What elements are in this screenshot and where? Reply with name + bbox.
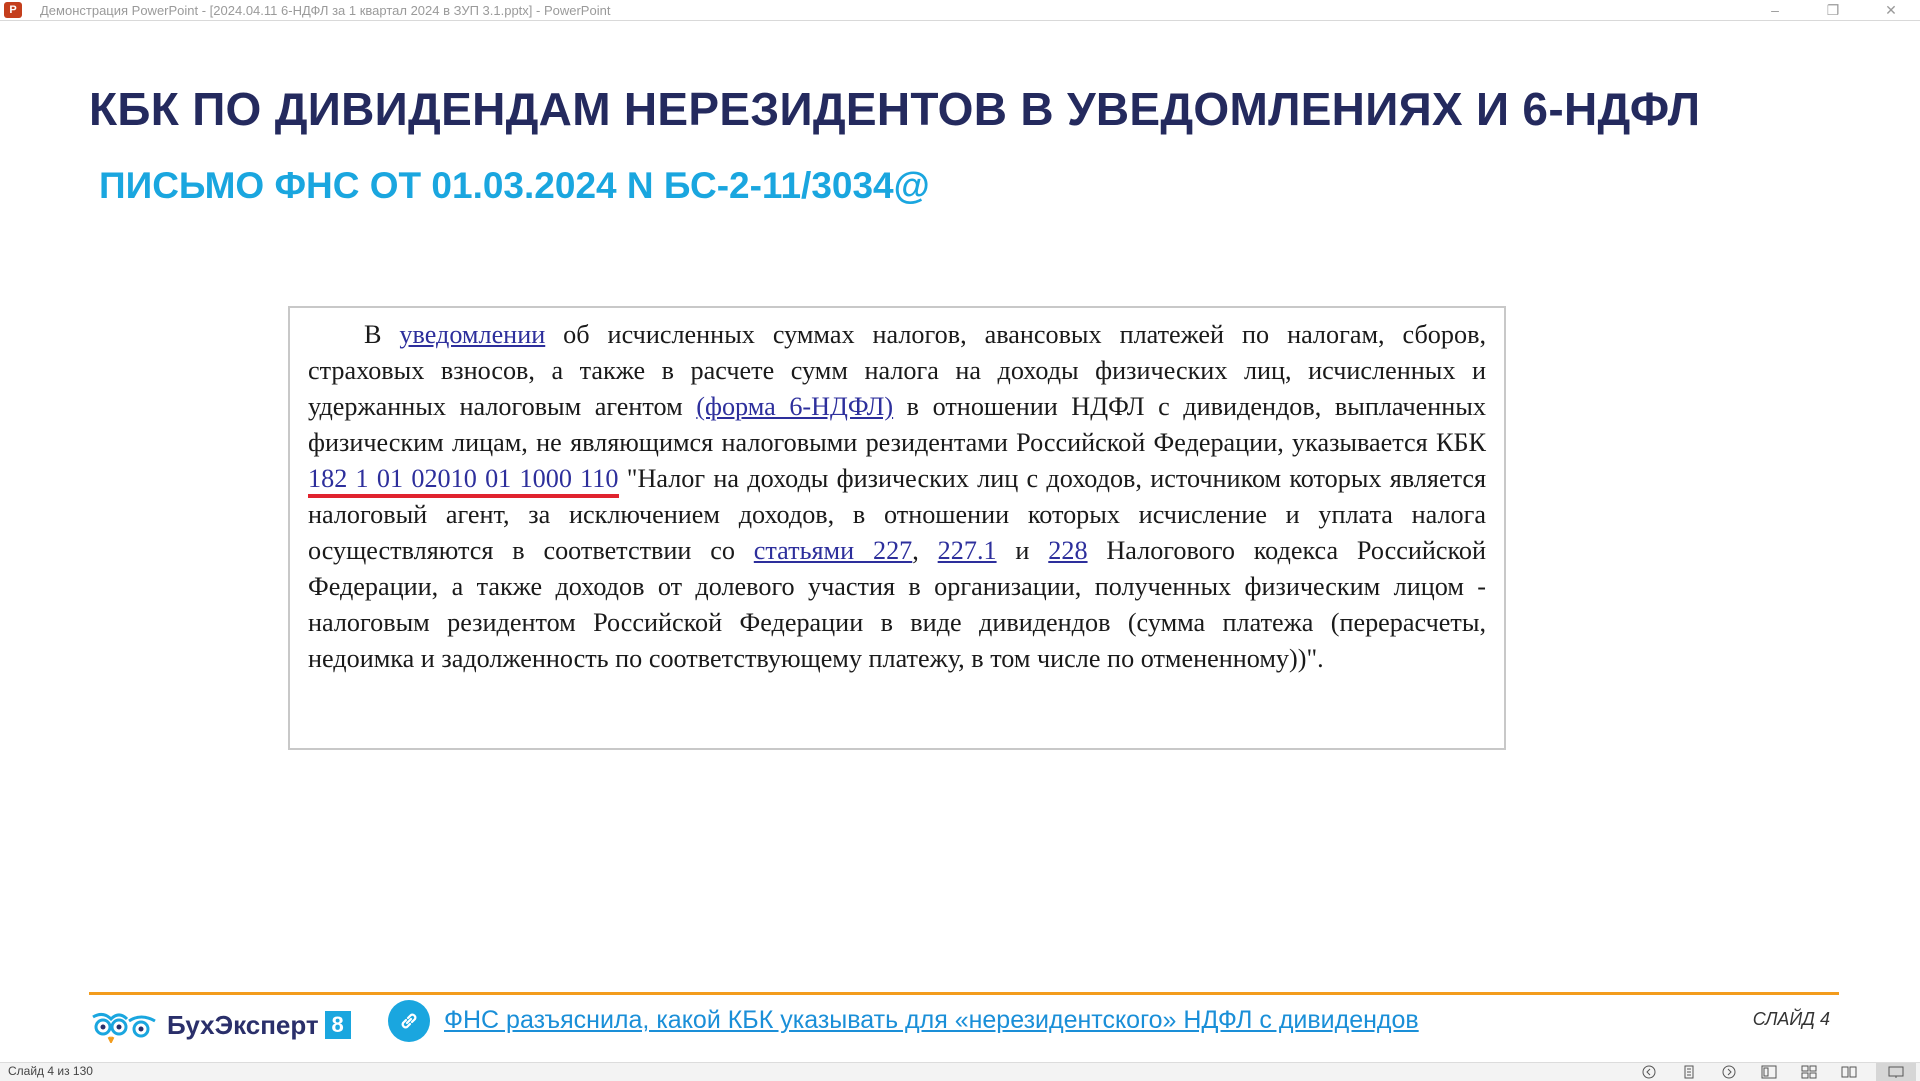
powerpoint-icon: P	[4, 2, 22, 18]
close-button[interactable]: ✕	[1885, 1, 1897, 18]
slide-subtitle: ПИСЬМО ФНС ОТ 01.03.2024 N БС-2-11/3034@	[99, 165, 930, 206]
link-form-6ndfl[interactable]: (форма 6-НДФЛ)	[696, 392, 894, 421]
footer-divider	[89, 992, 1839, 995]
doc-text: об исчисленных суммах налогов, авансовых платежей по налогам, сборов, страховых взносов, а также в расчете сумм налога на доходы физических лиц, исчисленных и удержанных налоговым агентом	[308, 320, 1486, 421]
doc-text: В	[364, 320, 400, 349]
link-notice[interactable]: уведомлении	[399, 320, 546, 349]
slide-title: КБК ПО ДИВИДЕНДАМ НЕРЕЗИДЕНТОВ В УВЕДОМЛЕНИЯХ И 6-НДФЛ	[89, 83, 1701, 135]
window-title: Демонстрация PowerPoint - [2024.04.11 6-НДФЛ за 1 квартал 2024 в ЗУП 3.1.pptx] - PowerPoint	[40, 2, 611, 18]
window-title-bar	[0, 0, 1920, 21]
next-icon[interactable]	[1716, 1063, 1742, 1081]
brand-badge: 8	[325, 1011, 351, 1039]
slide-counter: Слайд 4 из 130	[8, 1064, 93, 1078]
normal-view-icon[interactable]	[1756, 1063, 1782, 1081]
document-paragraph	[308, 317, 1486, 677]
status-bar	[0, 1062, 1920, 1081]
minimize-button[interactable]: –	[1771, 2, 1779, 18]
window-controls	[1746, 0, 1920, 20]
brand-name: БухЭксперт	[167, 1009, 319, 1040]
article-link[interactable]: ФНС разъяснила, какой КБК указывать для «нерезидентского» НДФЛ с дивидендов	[444, 1006, 1419, 1034]
reading-view-icon[interactable]	[1836, 1063, 1862, 1081]
previous-icon[interactable]	[1636, 1063, 1662, 1081]
doc-text: в отношении НДФЛ с дивидендов, выплаченных физическим лицам, не являющимся налоговыми резидентами Российской Федерации, указывается КБК	[308, 392, 1486, 457]
slideshow-icon[interactable]	[1876, 1063, 1916, 1081]
restore-button[interactable]: ❐	[1826, 1, 1840, 18]
link-article-228[interactable]: 228	[1048, 536, 1088, 565]
status-bar-controls	[1622, 1063, 1916, 1081]
brand-logo	[89, 1006, 351, 1044]
doc-text: Налогового кодекса Российской Федерации, а также доходов от долевого участия в организации, полученных физическим лицом - налоговым резидентом Российской Федерации в виде дивидендов (сумма платежа (перерасчеты, недоимка и задолженность по соответствующему платежу, в том числе по отмененному))".	[308, 536, 1486, 673]
slide-number: СЛАЙД 4	[1752, 1009, 1830, 1029]
doc-text: "Налог на доходы физических лиц с доходов, источником которых является налоговый агент, за исключением доходов, в отношении которых исчисление и уплата налога осуществляются в соответствии со	[308, 464, 1487, 565]
notes-icon[interactable]	[1676, 1063, 1702, 1081]
doc-text: и	[996, 536, 1049, 565]
doc-text: ,	[912, 536, 938, 565]
kbk-code-link[interactable]: 182 1 01 02010 01 1000 110	[308, 464, 619, 498]
document-excerpt	[288, 306, 1506, 750]
owl-logo-icon	[89, 1007, 159, 1043]
link-icon[interactable]	[388, 1000, 430, 1042]
slide-sorter-icon[interactable]	[1796, 1063, 1822, 1081]
link-article-227[interactable]: статьями 227	[753, 536, 913, 565]
link-article-227-1[interactable]: 227.1	[937, 536, 997, 565]
